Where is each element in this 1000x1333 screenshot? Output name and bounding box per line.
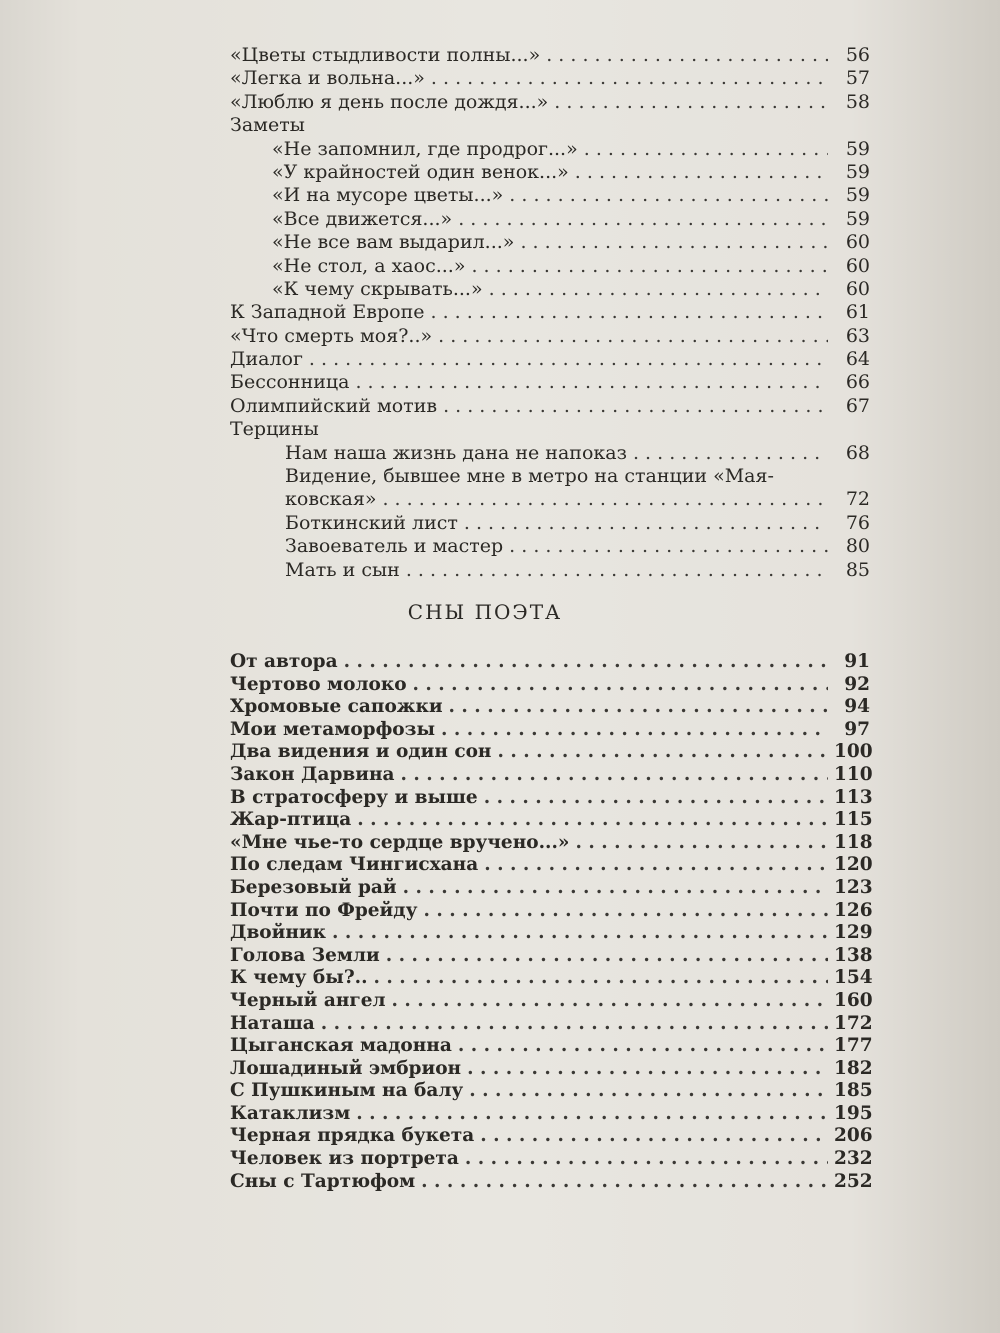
toc-entry <box>230 967 873 990</box>
toc-entry-page: 138 <box>834 944 873 966</box>
toc-entry-page: 56 <box>845 44 870 66</box>
leader-dots <box>438 325 828 348</box>
toc-entry-page: 195 <box>834 1102 873 1124</box>
leader-dots <box>546 44 828 67</box>
leader-dots <box>403 877 828 900</box>
toc-entry <box>230 1080 873 1103</box>
toc-entry-title: Березовый рай <box>230 876 397 898</box>
toc-entry-page: 59 <box>845 184 870 207</box>
toc-entry-title: «Люблю я день после дождя...» <box>230 90 549 113</box>
toc-entry-title: Жар-птица <box>230 809 352 831</box>
toc-entry <box>230 876 873 900</box>
toc-entry-page: 126 <box>834 899 873 921</box>
toc-entry-page: 232 <box>834 1148 873 1170</box>
toc-entry-page: 100 <box>834 741 873 763</box>
toc-entry-title: От автора <box>230 651 338 672</box>
leader-dots <box>374 967 828 990</box>
toc-entry-page: 57 <box>845 67 870 90</box>
toc-entry <box>230 371 870 394</box>
toc-entry-page: 160 <box>834 989 873 1011</box>
leader-dots <box>467 1058 828 1081</box>
leader-dots <box>464 512 828 535</box>
toc-entry-page: 94 <box>844 696 870 718</box>
toc-entry <box>230 208 870 231</box>
toc-entry <box>230 512 870 535</box>
toc-entry <box>230 255 870 278</box>
leader-dots <box>430 301 828 324</box>
toc-entry-title: Диалог <box>230 348 303 371</box>
toc-entry <box>230 1125 873 1148</box>
toc-entry-title: Голова Земли <box>230 944 380 966</box>
leader-dots <box>484 787 828 810</box>
section-title: СНЫ ПОЭТА <box>407 600 563 624</box>
leader-dots <box>465 1148 828 1171</box>
toc-entry <box>230 325 870 348</box>
toc-entry <box>230 418 870 441</box>
leader-dots <box>386 945 828 968</box>
toc-entry <box>230 535 870 558</box>
toc-entry <box>230 559 870 582</box>
toc-entry-page: 172 <box>834 1012 873 1034</box>
toc-entry-page: 59 <box>845 160 870 183</box>
toc-entry-page: 110 <box>834 763 873 785</box>
leader-dots <box>584 138 828 161</box>
toc-entry <box>230 786 873 810</box>
toc-entry <box>230 1170 873 1194</box>
leader-dots <box>480 1125 828 1148</box>
leader-dots <box>355 371 828 394</box>
toc-entry-page: 67 <box>845 394 870 417</box>
toc-entry-page: 85 <box>845 558 870 581</box>
toc-entry <box>230 854 873 877</box>
toc-entry-page: 60 <box>845 254 870 277</box>
leader-dots <box>443 395 828 418</box>
toc-entry <box>230 44 870 67</box>
toc-entry-title: «Все движется...» <box>272 207 453 230</box>
toc-entry-title: Олимпийский мотив <box>230 394 438 417</box>
toc-entry-page: 80 <box>845 535 870 558</box>
leader-dots <box>332 922 828 945</box>
toc-entry-page: 129 <box>834 922 873 944</box>
toc-entry-page: 154 <box>834 967 873 989</box>
toc-entry <box>230 465 870 488</box>
leader-dots <box>575 832 828 855</box>
toc-entry-page: 97 <box>844 718 870 740</box>
leader-dots <box>356 1103 828 1126</box>
toc-entry <box>230 1102 873 1126</box>
toc-entry-page: 123 <box>834 876 873 898</box>
toc-entry-page: 182 <box>834 1057 873 1079</box>
leader-dots <box>497 741 828 764</box>
leader-dots <box>484 854 828 877</box>
toc-entry <box>230 989 873 1013</box>
toc-entry <box>230 696 870 719</box>
toc-entry-title: Чертово молоко <box>230 673 407 695</box>
toc-entry-title: «И на мусоре цветы...» <box>272 184 504 207</box>
toc-entry-title: «У крайностей один венок...» <box>272 160 569 183</box>
leader-dots <box>344 651 828 674</box>
toc-entry-page: 60 <box>845 231 870 254</box>
toc-entry-title: В стратосферу и выше <box>230 786 478 808</box>
toc-entry <box>230 1012 873 1036</box>
toc-entry-title: Двойник <box>230 922 326 944</box>
toc-entry-title: Цыганская мадонна <box>230 1035 452 1057</box>
toc-entry-page: 63 <box>845 324 870 347</box>
toc-entry-page: 61 <box>845 301 870 324</box>
leader-dots <box>406 559 828 582</box>
toc-entry <box>230 138 870 161</box>
leader-dots <box>392 990 828 1013</box>
toc-entry-title: По следам Чингисхана <box>230 854 479 876</box>
toc-entry-page: 76 <box>845 511 870 534</box>
toc-entry-page: 177 <box>834 1035 873 1057</box>
toc-entry-page: 58 <box>845 90 870 113</box>
toc-entry <box>230 922 873 945</box>
toc-entry <box>230 763 873 787</box>
toc-entry-title: Два видения и один сон <box>230 741 492 763</box>
toc-entry-title: «Мне чье-то сердце вручено...» <box>230 831 570 853</box>
toc-entry-page: 206 <box>834 1125 873 1147</box>
leader-dots <box>309 348 828 371</box>
toc-entry <box>230 395 870 418</box>
toc-entry <box>230 278 870 301</box>
leader-dots <box>458 1035 828 1058</box>
toc-entry-title: Лошадиный эмбрион <box>230 1057 462 1079</box>
toc-entry-title: ковская» <box>285 488 377 511</box>
toc-entry-title: Черная прядка букета <box>230 1125 475 1147</box>
leader-dots <box>509 184 828 207</box>
toc-entry <box>230 231 870 254</box>
leader-dots <box>633 442 828 465</box>
leader-dots <box>321 1013 828 1036</box>
toc-entry-page: 115 <box>834 809 873 831</box>
leader-dots <box>441 719 828 742</box>
toc-entry-title: К Западной Европе <box>230 301 425 324</box>
toc-entry <box>230 301 870 324</box>
toc-entry <box>230 114 870 137</box>
toc-entry-title: Сны с Тартюфом <box>230 1170 416 1192</box>
toc-entry-page: 120 <box>834 854 873 876</box>
leader-dots <box>401 764 829 787</box>
toc-entry-title: Закон Дарвина <box>230 763 395 785</box>
toc-entry-page: 64 <box>845 348 870 371</box>
toc-entry-title: «Не стол, а хаос...» <box>272 254 466 277</box>
toc-entry <box>230 899 873 923</box>
toc-entry <box>230 184 870 207</box>
toc-entry-page: 252 <box>834 1170 873 1192</box>
toc-entry <box>230 674 870 697</box>
toc-entry-page: 72 <box>845 488 870 511</box>
toc-entry-title: Боткинский лист <box>285 511 458 534</box>
toc-entry-title: К чему бы?.. <box>230 967 368 989</box>
toc-entry-title: Мать и сын <box>285 558 400 581</box>
toc-entry-title: Терцины <box>230 418 319 441</box>
toc-entry-title: «Не запомнил, где продрог...» <box>272 137 578 160</box>
toc-entry-page: 91 <box>844 651 870 672</box>
toc-entry <box>230 91 870 114</box>
leader-dots <box>458 208 828 231</box>
toc-entry-page: 59 <box>845 207 870 230</box>
toc-entry <box>230 348 870 371</box>
toc-entry-page: 66 <box>845 371 870 394</box>
leader-dots <box>357 809 828 832</box>
toc-entry-page: 59 <box>845 137 870 160</box>
toc-entry-title: Видение, бывшее мне в метро на станции «Мая- <box>285 465 774 488</box>
toc-entry <box>230 1035 873 1058</box>
toc-list-top <box>230 44 870 582</box>
toc-entry <box>230 809 873 832</box>
toc-entry <box>230 1148 873 1171</box>
toc-entry-page: 113 <box>834 786 873 808</box>
toc-entry-title: Бессонница <box>230 371 350 394</box>
toc-entry-page: 68 <box>845 441 870 464</box>
toc-entry-title: Мои метаморфозы <box>230 718 435 740</box>
toc-entry-title: «Цветы стыдливости полны...» <box>230 44 541 66</box>
toc-entry-title: Почти по Фрейду <box>230 899 418 921</box>
leader-dots <box>489 278 828 301</box>
toc-entry-page: 60 <box>845 277 870 300</box>
toc-entry <box>230 488 870 511</box>
toc-entry <box>230 719 870 742</box>
leader-dots <box>449 696 828 719</box>
toc-entry-title: «Не все вам выдарил...» <box>272 231 515 254</box>
leader-dots <box>471 255 828 278</box>
toc-entry-page: 118 <box>834 831 873 853</box>
toc-entry <box>230 1057 873 1081</box>
toc-entry <box>230 161 870 184</box>
leader-dots <box>520 231 828 254</box>
toc-entry-title: Катаклизм <box>230 1102 351 1124</box>
toc-entry-title: Хромовые сапожки <box>230 696 443 718</box>
toc-entry <box>230 651 870 674</box>
leader-dots <box>509 535 828 558</box>
toc-entry <box>230 944 873 968</box>
toc-entry <box>230 741 873 764</box>
leader-dots <box>431 67 828 90</box>
toc-list-bottom <box>230 651 873 1193</box>
leader-dots <box>423 900 828 923</box>
toc-entry-page: 185 <box>834 1080 873 1102</box>
toc-entry <box>230 67 870 90</box>
toc-entry-title: «Что смерть моя?..» <box>230 324 433 347</box>
toc-entry-title: Завоеватель и мастер <box>285 535 504 558</box>
toc-entry-title: Нам наша жизнь дана не напоказ <box>285 441 627 464</box>
toc-entry-page: 92 <box>844 673 870 695</box>
toc-entry-title: Черный ангел <box>230 989 386 1011</box>
leader-dots <box>575 161 828 184</box>
leader-dots <box>413 674 828 697</box>
leader-dots <box>421 1171 828 1194</box>
toc-entry-title: «К чему скрывать...» <box>272 277 483 300</box>
leader-dots <box>382 488 828 511</box>
leader-dots <box>554 91 828 114</box>
leader-dots <box>469 1080 828 1103</box>
toc-entry-title: Заметы <box>230 114 305 137</box>
toc-entry <box>230 831 873 855</box>
toc-entry <box>230 442 870 465</box>
toc-entry-title: Человек из портрета <box>230 1148 459 1170</box>
toc-entry-title: «Легка и вольна...» <box>230 67 425 90</box>
toc-entry-title: С Пушкиным на балу <box>230 1080 464 1102</box>
toc-entry-title: Наташа <box>230 1012 315 1034</box>
